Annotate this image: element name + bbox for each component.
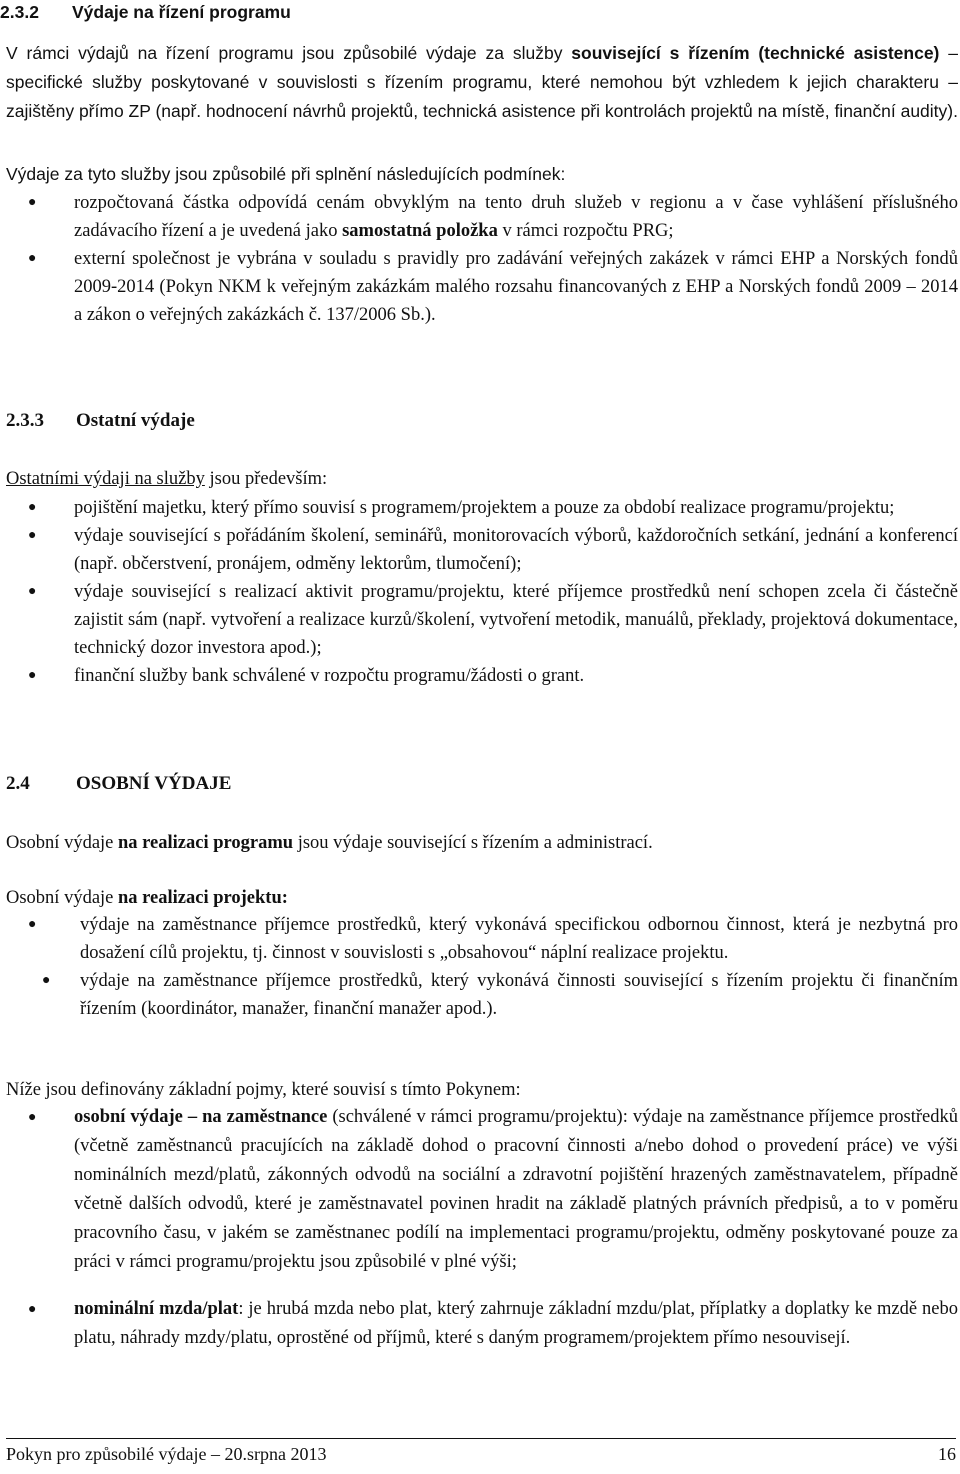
list-item [6, 522, 958, 578]
footer-title: Pokyn pro způsobilé výdaje – 20.srpna 2013 [6, 1444, 327, 1464]
list-item-text: výdaje na zaměstnance příjemce prostředků, který vykonává specifickou odbornou činnost, která je nezbytná pro dosažení cílů projektu, tj. činnost v souvislosti s „obsahovou“ náplní realizace projektu. [80, 915, 958, 963]
list-item-text: výdaje související s pořádáním školení, seminářů, monitorovacích výborů, každoročních setkání, jednání a konferencí (např. občerstvení, pronájem, odměny lektorům, tlumočení); [74, 526, 958, 574]
bullet-icon: ● [28, 917, 37, 932]
bold-run: osobní výdaje – na zaměstnance [74, 1107, 328, 1127]
section-heading-2-3-2 [0, 2, 291, 23]
bold-run: na realizaci programu [118, 833, 294, 853]
text-run: (schválené v rámci programu/projektu): výdaje na zaměstnance příjemce prostředků (včetně zaměstnanců pracujících na základě dohod o pracovní činnosti a/nebo dohod o provedení práce) ve výši nominálních mezd/platů, zákonných odvodů na sociální a zdravotní pojištění hrazených zaměstnavatelem, případně včetně dalších odvodů, které je zaměstnavatel povinen hradit na základě platných právních předpisů, a to v poměru pracovního času, v jakém se zaměstnanec podílí na implementaci programu/projektu, odměny poskytované pouze za práci v rámci programu/projektu jsou způsobilé v plné výši; [74, 1107, 958, 1272]
list-item [6, 189, 958, 245]
list-item [6, 911, 958, 967]
list-item [6, 1295, 958, 1353]
text-run: Osobní výdaje [6, 888, 119, 908]
list-item [6, 662, 958, 690]
list-item-text: finanční služby bank schválené v rozpočtu programu/žádosti o grant. [74, 666, 585, 686]
bullet-icon: ● [28, 528, 37, 543]
section-number: 2.3.3 [6, 410, 44, 431]
paragraph-other-intro [6, 465, 958, 494]
bullet-icon: ● [28, 668, 37, 683]
text-run: v rámci rozpočtu PRG; [497, 221, 674, 241]
section-number: 2.3.2 [0, 2, 39, 22]
text-run: V rámci výdajů na řízení programu jsou způsobilé výdaje za služby [6, 43, 572, 63]
underlined-run: Ostatními výdaji na služby [6, 469, 205, 489]
bullet-icon: ● [28, 1302, 37, 1317]
paragraph-conditions-intro: Výdaje za tyto služby jsou způsobilé při splnění následujících podmínek: [6, 164, 566, 184]
list-item-text: výdaje související s realizací aktivit programu/projektu, které příjemce prostředků není schopen zcela či částečně zajistit sám (např. vytvoření a realizace kurzů/školení, vytvoření metodik, manuálů, překlady, projektová dokumentace, technický dozor investora apod.); [74, 582, 958, 658]
section-heading-2-4 [6, 773, 231, 795]
bold-run: na realizaci projektu: [118, 888, 288, 908]
bold-run: související s řízením (technické asistence) [571, 43, 940, 63]
page-footer [6, 1438, 956, 1465]
section-heading-2-3-3 [6, 410, 195, 432]
text-run: externí společnost je vybrána v souladu s pravidly pro zadávání veřejných zakázek v rámci EHP a Norských fondů 2009-2014 (Pokyn NKM k veřejným zakázkám malého rozsahu financovaných z EHP a Norských fondů 2009 – 2014 a zákon o veřejných zakázkách č. 137/2006 Sb.). [74, 249, 958, 325]
bullet-icon: ● [42, 973, 51, 988]
paragraph-definitions-intro: Níže jsou definovány základní pojmy, které souvisí s tímto Pokynem: [6, 1080, 521, 1100]
text-run: : je hrubá mzda nebo plat, který zahrnuje základní mzdu/plat, příplatky a doplatky ke mzdě nebo platu, náhrady mzdy/platu, oprostěné od příjmů, které s daným programem/projektem přímo nesouvisejí. [74, 1299, 958, 1348]
paragraph-program-personnel [6, 829, 958, 858]
paragraph-services [6, 39, 958, 126]
other-expenses-list [6, 494, 958, 690]
text-run: jsou především: [204, 469, 328, 489]
bullet-icon: ● [28, 1110, 37, 1125]
text-run: jsou výdaje související s řízením a administrací. [293, 833, 653, 853]
bold-run: nominální mzda/plat [74, 1299, 239, 1319]
list-item [6, 578, 958, 662]
section-number: 2.4 [6, 773, 30, 794]
project-personnel-list [6, 911, 958, 1023]
text-run: rozpočtovaná částka odpovídá cenám obvyklým na tento druh služeb v regionu a v čase vyhlášení příslušného zadávacího řízení a je uvedená jako [74, 193, 958, 241]
bullet-icon: ● [28, 251, 37, 266]
list-item [6, 494, 958, 522]
list-item-text: výdaje na zaměstnance příjemce prostředků, který vykonává činnosti související s řízením projektu či finančním řízením (koordinátor, manažer, finanční manažer apod.). [80, 971, 958, 1019]
text-run: – specifické služby poskytované v souvislosti s řízením programu, které nemohou být vzhledem k jejich charakteru – zajištěny přímo ZP (např. hodnocení návrhů projektů, technická asistence při kontrolách projektů na místě, finanční audity). [6, 43, 958, 121]
section-title: OSOBNÍ VÝDAJE [76, 773, 232, 794]
bullet-icon: ● [28, 584, 37, 599]
list-item [6, 1103, 958, 1277]
page-number: 16 [938, 1444, 956, 1464]
text-run: Osobní výdaje [6, 833, 119, 853]
bullet-icon: ● [28, 195, 37, 210]
section-title: Výdaje na řízení programu [72, 2, 291, 22]
bullet-icon: ● [28, 500, 37, 515]
section-title: Ostatní výdaje [76, 410, 195, 431]
paragraph-project-personnel [6, 884, 958, 913]
conditions-list [6, 189, 958, 329]
list-item-text: pojištění majetku, který přímo souvisí s programem/projektem a pouze za období realizace programu/projektu; [74, 498, 895, 518]
list-item [6, 967, 958, 1023]
definitions-list [6, 1103, 958, 1353]
list-item [6, 245, 958, 329]
bold-run: samostatná položka [342, 221, 498, 241]
